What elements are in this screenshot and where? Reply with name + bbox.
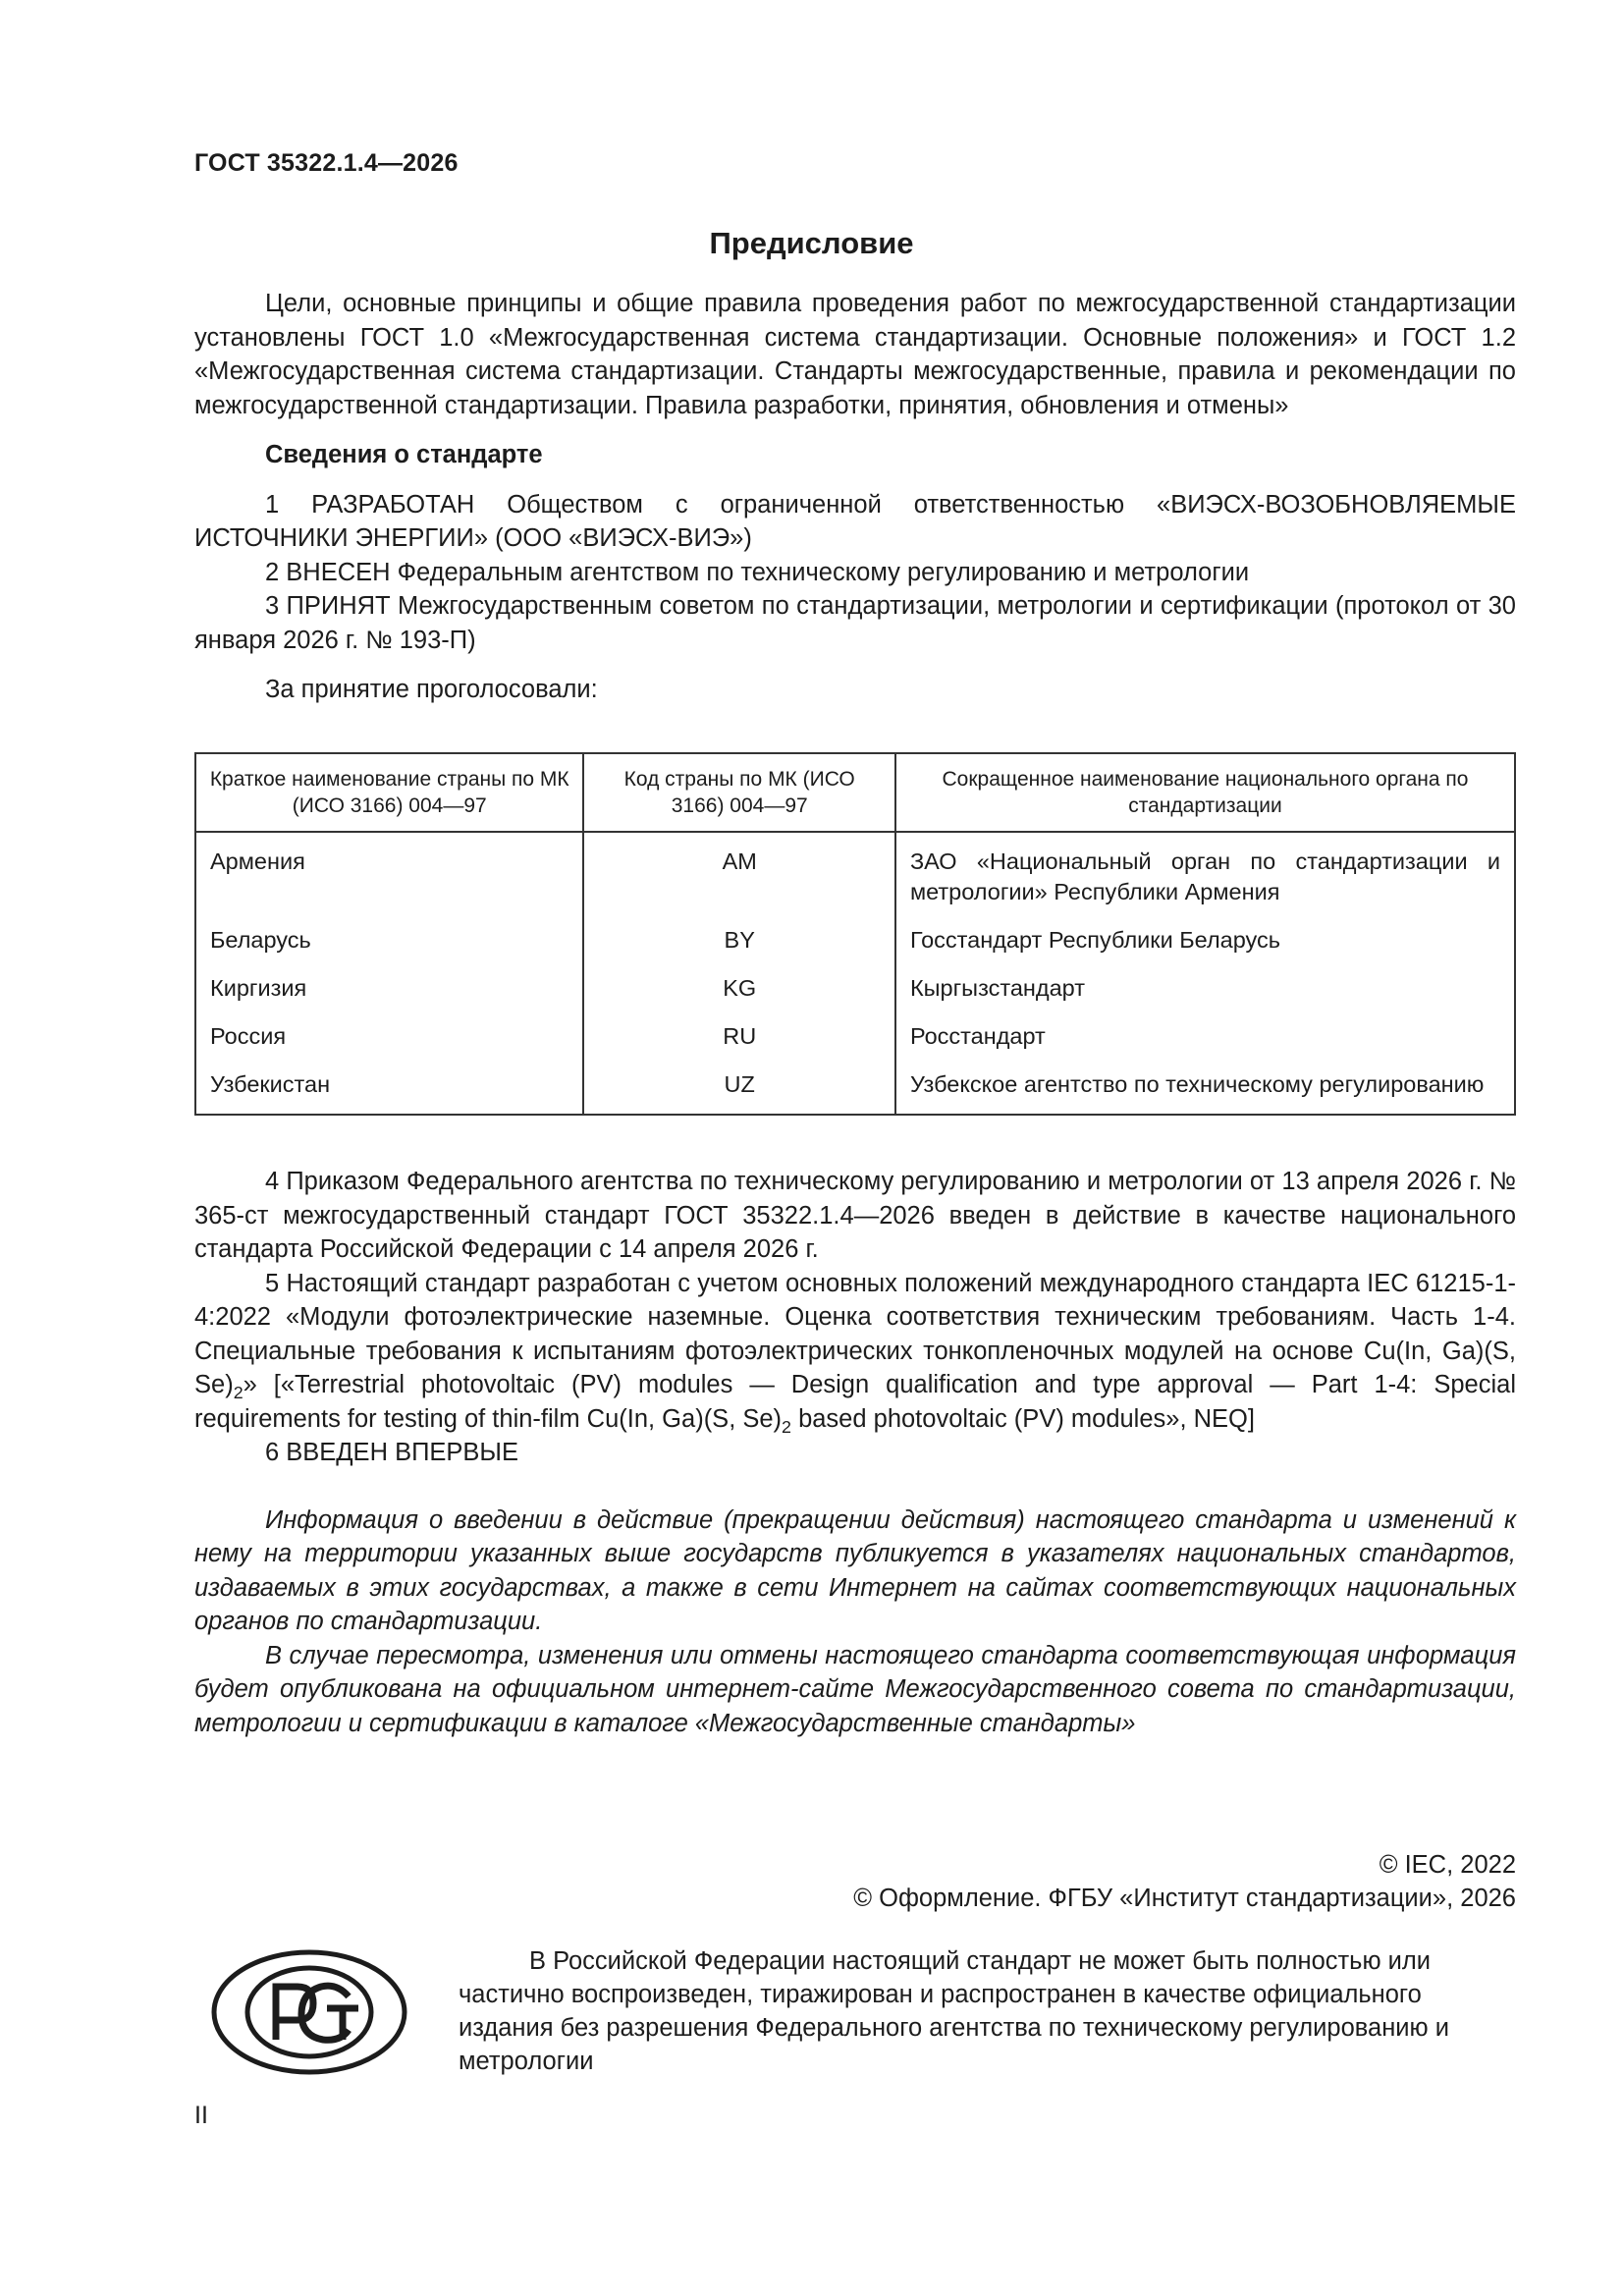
info-item-4: 4 Приказом Федерального агентства по техническому регулированию и метрологии от 13 апреля 2026 г. № 365-ст межгосударственный стандарт ГОСТ 35322.1.4—2026 введен в действие в качестве национального стандарта Российской Федерации с 14 апреля 2026 г. — [194, 1168, 1516, 1263]
country-cell: Узбекистан — [195, 1052, 583, 1115]
foreword-block — [194, 287, 1516, 707]
info-item-2: 2 ВНЕСЕН Федеральным агентством по техническому регулированию и метрологии — [265, 558, 1250, 586]
code-cell: UZ — [583, 1052, 894, 1115]
column-header-code: Код страны по МК (ИСО 3166) 004—97 — [583, 753, 894, 832]
info-item-3: 3 ПРИНЯТ Межгосударственным советом по стандартизации, метрологии и сертификации (протокол от 30 января 2026 г. № 193-П) — [194, 592, 1516, 654]
organ-cell: Узбекское агентство по техническому регулированию — [895, 1052, 1515, 1115]
code-cell: RU — [583, 1004, 894, 1052]
info-heading: Сведения о стандарте — [265, 441, 543, 468]
table-header-row — [195, 753, 1515, 832]
code-cell: BY — [583, 907, 894, 956]
note-paragraph-1: Информация о введении в действие (прекращении действия) настоящего стандарта и изменений к нему на территории указанных выше государств публикуется в указателях национальных стандартов, издаваемых в этих государствах, а также в сети Интернет на сайтах соответствующих национальных органов по стандартизации. — [194, 1505, 1516, 1635]
table-row — [195, 907, 1515, 956]
copyright-iec: © IEC, 2022 — [1379, 1851, 1516, 1879]
country-cell: Россия — [195, 1004, 583, 1052]
voting-table — [194, 752, 1516, 1116]
item-5-part-c: based photovoltaic (PV) modules», NEQ] — [790, 1404, 1255, 1433]
subscript-2: 2 — [782, 1416, 791, 1437]
table-row — [195, 956, 1515, 1004]
info-continued-block — [194, 1165, 1516, 1740]
country-cell: Киргизия — [195, 956, 583, 1004]
info-item-1: 1 РАЗРАБОТАН Обществом с ограниченной ответственностью «ВИЭСХ-ВОЗОБНОВЛЯЕМЫЕ ИСТОЧНИКИ ЭНЕРГИИ» (ООО «ВИЭСХ-ВИЭ») — [194, 490, 1516, 552]
document-number: ГОСТ 35322.1.4—2026 — [194, 149, 459, 177]
info-item-6: 6 ВВЕДЕН ВПЕРВЫЕ — [265, 1439, 519, 1466]
country-cell: Армения — [195, 832, 583, 907]
organ-cell: ЗАО «Национальный орган по стандартизации и метрологии» Республики Армения — [895, 832, 1515, 907]
table-row — [195, 1004, 1515, 1052]
rights-notice — [459, 1944, 1516, 2078]
column-header-country: Краткое наименование страны по МК (ИСО 3166) 004—97 — [195, 753, 583, 832]
note-paragraph-2: В случае пересмотра, изменения или отмены настоящего стандарта соответствующая информация будет опубликована на официальном интернет-сайте Межгосударственного совета по стандартизации, метрологии и сертификации в каталоге «Межгосударственные стандарты» — [194, 1641, 1516, 1737]
gost-r-certification-logo — [211, 1949, 407, 2075]
info-item-5 — [194, 1267, 1516, 1437]
organ-cell: Госстандарт Республики Беларусь — [895, 907, 1515, 956]
code-cell: AM — [583, 832, 894, 907]
rights-notice-text: В Российской Федерации настоящий стандарт не может быть полностью или частично воспроизведен, тиражирован и распространен в качестве официального издания без разрешения Федерального агентства по техническому регулированию и метрологии — [459, 1947, 1449, 2075]
intro-paragraph: Цели, основные принципы и общие правила проведения работ по межгосударственной стандартизации установлены ГОСТ 1.0 «Межгосударственная система стандартизации. Основные положения» и ГОСТ 1.2 «Межгосударственная система стандартизации. Стандарты межгосударственные, правила и рекомендации по межгосударственной стандартизации. Правила разработки, принятия, обновления и отмены» — [194, 290, 1516, 419]
voted-label: За принятие проголосовали: — [265, 676, 598, 703]
subscript-2: 2 — [233, 1383, 243, 1402]
item-5-part-a: 5 Настоящий стандарт разработан с учетом основных положений международного стандарта IEC 61215-1-4:2022 «Модули фотоэлектрические наземные. Оценка соответствия техническим требованиям. Часть 1-4. Специальные требования к испытаниям фотоэлектрических тонкопленочных модулей на основе Cu(In, Ga)(S, Se) — [194, 1269, 1516, 1398]
organ-cell: Кыргызстандарт — [895, 956, 1515, 1004]
organ-cell: Росстандарт — [895, 1004, 1515, 1052]
page-number: II — [194, 2102, 208, 2129]
column-header-organ: Сокращенное наименование национального органа по стандартизации — [895, 753, 1515, 832]
item-5-part-b: » [«Terrestrial photovoltaic (PV) modules — Design qualification and type approval — Part 1-4: Special requirements for testing of thin-film Cu(In, Ga)(S, Se) — [194, 1371, 1516, 1433]
table-row — [195, 832, 1515, 907]
table-row — [195, 1052, 1515, 1115]
code-cell: KG — [583, 956, 894, 1004]
country-cell: Беларусь — [195, 907, 583, 956]
page-title: Предисловие — [709, 226, 914, 260]
copyright-design: © Оформление. ФГБУ «Институт стандартизации», 2026 — [853, 1885, 1516, 1912]
